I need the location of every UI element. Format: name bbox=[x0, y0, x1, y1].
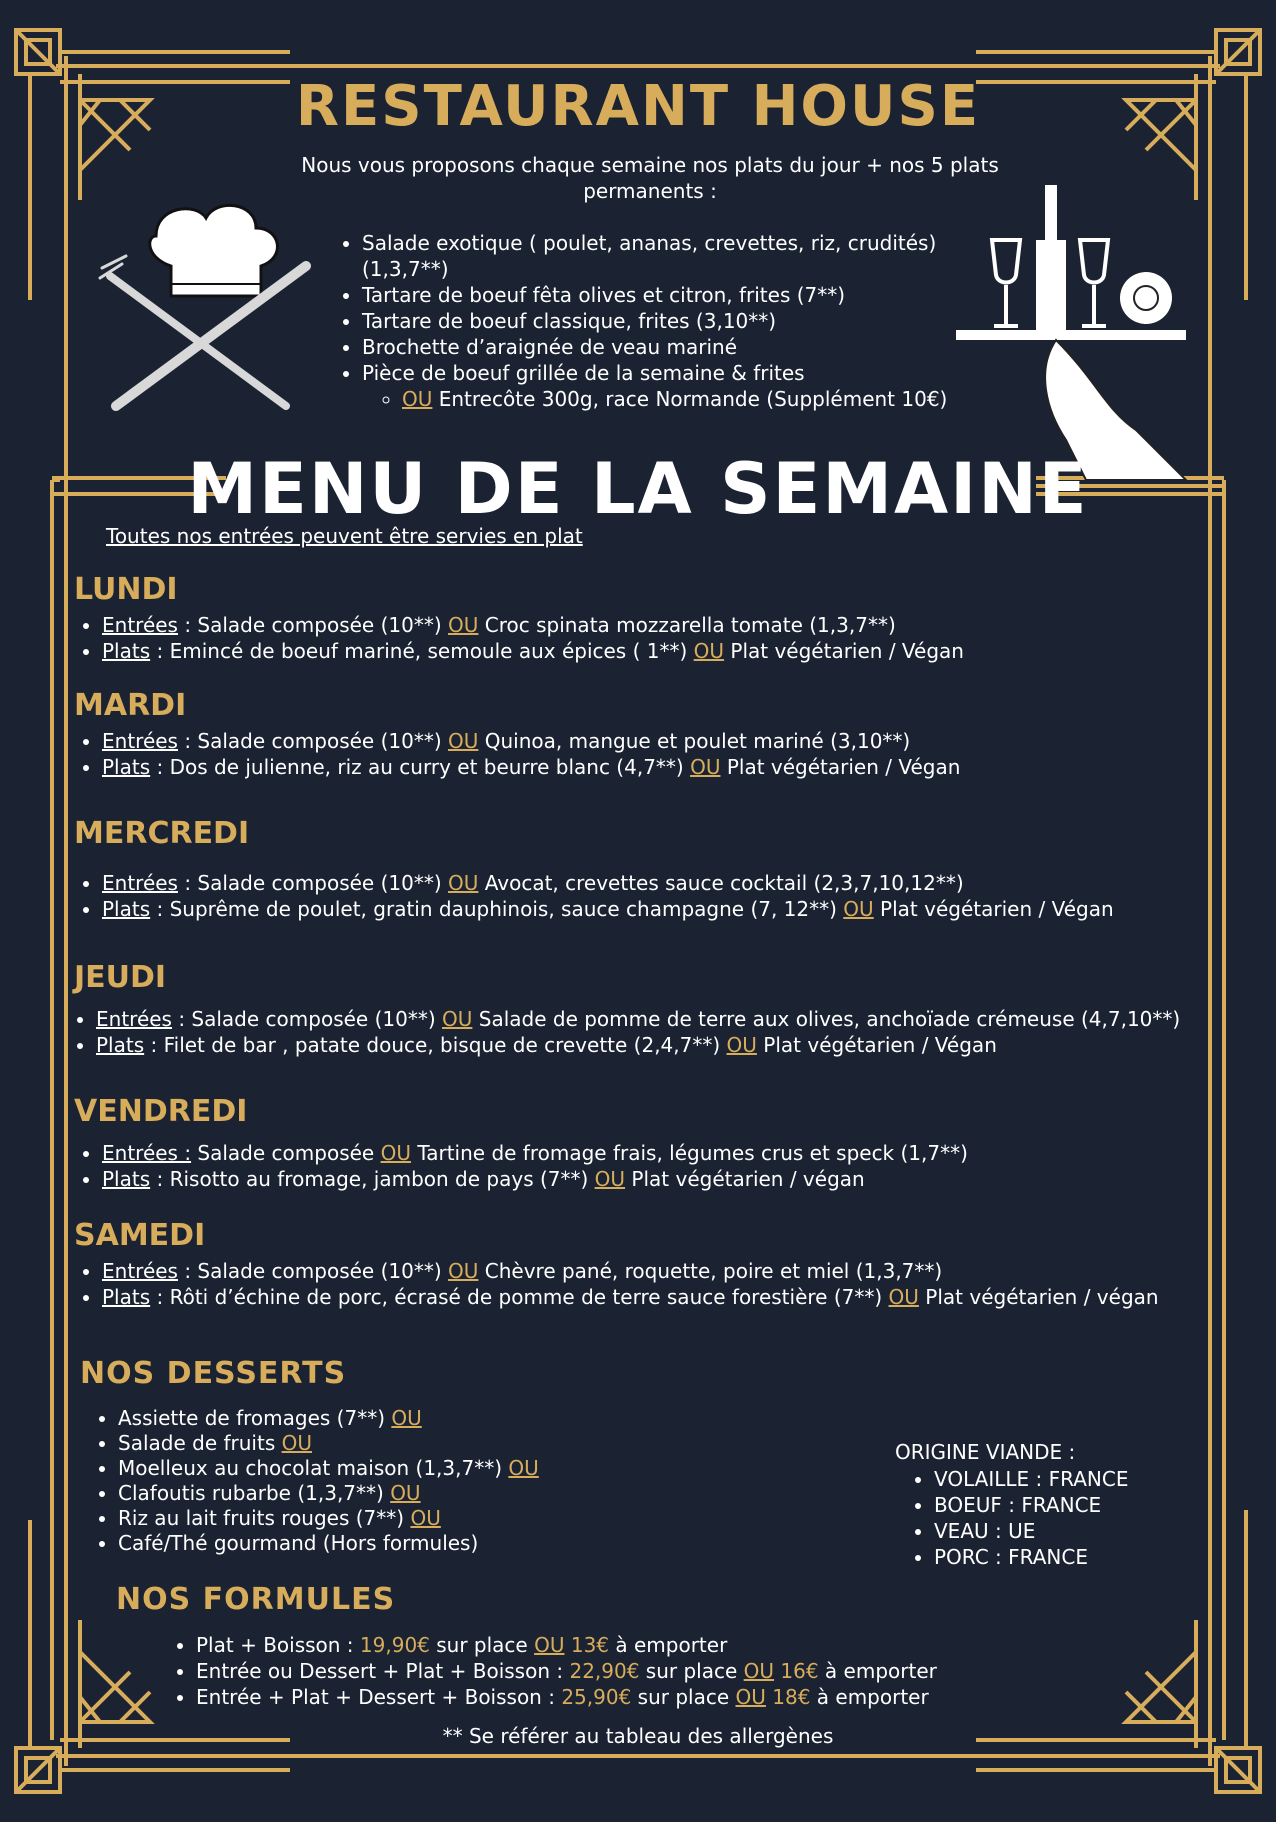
plats-label: Plats bbox=[102, 755, 151, 779]
list-item bbox=[118, 1506, 539, 1531]
separator: : bbox=[144, 1033, 164, 1057]
list-item bbox=[118, 1431, 539, 1456]
plats-label: Plats bbox=[102, 897, 151, 921]
entrees-label: Entrées : bbox=[102, 1141, 192, 1165]
list-item bbox=[102, 754, 1232, 780]
day-title-mercredi: MERCREDI bbox=[74, 816, 250, 851]
formula-text: à emporter bbox=[609, 1633, 728, 1657]
formula-text: à emporter bbox=[810, 1685, 929, 1709]
or-marker: OU bbox=[391, 1406, 422, 1430]
day-title-samedi: SAMEDI bbox=[74, 1218, 206, 1253]
or-marker: OU bbox=[402, 387, 433, 411]
dish-text: Plat végétarien / Végan bbox=[873, 897, 1114, 921]
list-item bbox=[102, 896, 1232, 922]
permanent-dishes-list bbox=[340, 230, 1002, 412]
separator: : bbox=[150, 1167, 170, 1191]
menu-title: MENU DE LA SEMAINE bbox=[187, 448, 1089, 530]
formula-label: Entrée + Plat + Dessert + Boisson : bbox=[196, 1685, 562, 1709]
or-marker: OU bbox=[693, 639, 725, 663]
entrees-label: Entrées bbox=[102, 1259, 178, 1283]
rose-icon bbox=[1120, 272, 1172, 324]
plats-label: Plats bbox=[102, 1167, 151, 1191]
dish-text: Rôti d’échine de porc, écrasé de pomme de terre sauce forestière (7**) bbox=[169, 1285, 889, 1309]
dessert-text: Clafoutis rubarbe (1,3,7**) bbox=[118, 1481, 391, 1505]
dessert-text: Moelleux au chocolat maison (1,3,7**) bbox=[118, 1456, 509, 1480]
separator: : bbox=[150, 897, 170, 921]
or-marker: OU bbox=[888, 1285, 919, 1309]
plats-label: Plats bbox=[96, 1033, 145, 1057]
or-marker: OU bbox=[690, 755, 721, 779]
dessert-text: Salade de fruits bbox=[118, 1431, 282, 1455]
price: 16€ bbox=[774, 1659, 819, 1683]
list-item bbox=[96, 1006, 1226, 1032]
plats-label: Plats bbox=[102, 639, 151, 663]
origin-list bbox=[912, 1466, 1128, 1570]
or-marker: OU bbox=[448, 729, 479, 753]
entrees-label: Entrées bbox=[102, 613, 178, 637]
list-item bbox=[102, 1258, 1232, 1284]
formula-text: sur place bbox=[639, 1659, 744, 1683]
sub-option-item bbox=[402, 386, 1002, 412]
desserts-list bbox=[96, 1406, 539, 1556]
list-item: • BOEUF : FRANCE bbox=[934, 1492, 1128, 1518]
list-item: • PORC : FRANCE bbox=[934, 1544, 1128, 1570]
day-title-mardi: MARDI bbox=[74, 688, 187, 723]
desserts-title: NOS DESSERTS bbox=[80, 1356, 347, 1391]
price: 22,90€ bbox=[569, 1659, 640, 1683]
list-item: • Brochette d’araignée de veau mariné bbox=[362, 334, 1002, 360]
or-marker: OU bbox=[843, 897, 874, 921]
dish-text: Salade composée bbox=[197, 1141, 381, 1165]
list-item bbox=[118, 1531, 539, 1556]
formula-text: sur place bbox=[429, 1633, 535, 1657]
formula-label: Plat + Boisson : bbox=[196, 1633, 360, 1657]
price: 18€ bbox=[765, 1685, 811, 1709]
or-marker: OU bbox=[534, 1633, 565, 1657]
dish-text: Plat végétarien / Végan bbox=[756, 1033, 997, 1057]
allergen-footnote: ** Se référer au tableau des allergènes bbox=[442, 1724, 834, 1748]
entrees-label: Entrées bbox=[102, 871, 178, 895]
list-item bbox=[196, 1658, 937, 1684]
or-marker: OU bbox=[390, 1481, 421, 1505]
dish-text: Quinoa, mangue et poulet mariné (3,10**) bbox=[478, 729, 911, 753]
dish-text: Chèvre pané, roquette, poire et miel (1,3,7**) bbox=[478, 1259, 943, 1283]
or-marker: OU bbox=[410, 1506, 441, 1530]
day-items-vendredi bbox=[80, 1140, 1232, 1192]
separator: : bbox=[150, 755, 170, 779]
separator: : bbox=[177, 871, 198, 895]
separator: : bbox=[177, 1259, 198, 1283]
dish-text: Salade composée (10**) bbox=[197, 1259, 448, 1283]
chef-cutlery-illustration bbox=[96, 196, 326, 426]
list-item bbox=[102, 728, 1232, 754]
or-marker: OU bbox=[735, 1685, 766, 1709]
price: 19,90€ bbox=[359, 1633, 430, 1657]
formulas-list bbox=[174, 1632, 937, 1710]
list-item bbox=[102, 870, 1232, 896]
dish-text: Salade composée (10**) bbox=[197, 613, 448, 637]
separator: : bbox=[150, 1285, 170, 1309]
dish-text: Avocat, crevettes sauce cocktail (2,3,7,10,12**) bbox=[478, 871, 964, 895]
or-marker: OU bbox=[743, 1659, 775, 1683]
separator: : bbox=[150, 639, 170, 663]
dish-text: Tartine de fromage frais, légumes crus et speck (1,7**) bbox=[410, 1141, 968, 1165]
day-items-jeudi bbox=[74, 1006, 1226, 1058]
plats-label: Plats bbox=[102, 1285, 151, 1309]
dish-text: Plat végétarien / Végan bbox=[720, 755, 961, 779]
list-item bbox=[102, 612, 1232, 638]
dish-text: Salade composée (10**) bbox=[197, 729, 448, 753]
dish-text: Filet de bar , patate douce, bisque de crevette (2,4,7**) bbox=[163, 1033, 727, 1057]
dish-text: Salade de pomme de terre aux olives, anchoïade crémeuse (4,7,10**) bbox=[472, 1007, 1181, 1031]
list-item: • Salade exotique ( poulet, ananas, crevettes, riz, crudités) (1,3,7**) bbox=[362, 230, 1002, 282]
sub-option-list bbox=[362, 386, 1002, 412]
intro-text: Nous vous proposons chaque semaine nos plats du jour + nos 5 plats permanents : bbox=[301, 153, 999, 203]
day-items-samedi bbox=[80, 1258, 1232, 1310]
day-items-mardi bbox=[80, 728, 1232, 780]
dish-text: Croc spinata mozzarella tomate (1,3,7**) bbox=[478, 613, 896, 637]
chef-hat-icon bbox=[150, 205, 278, 296]
dessert-text: Café/Thé gourmand (Hors formules) bbox=[118, 1531, 479, 1555]
list-item bbox=[362, 360, 1002, 412]
list-item bbox=[118, 1456, 539, 1481]
or-marker: OU bbox=[508, 1456, 539, 1480]
restaurant-title: RESTAURANT HOUSE bbox=[295, 74, 981, 139]
list-item bbox=[102, 638, 1232, 664]
or-marker: OU bbox=[380, 1141, 411, 1165]
list-item: • Tartare de boeuf classique, frites (3,10**) bbox=[362, 308, 1002, 334]
wine-bottle-icon bbox=[1036, 185, 1066, 330]
formulas-title: NOS FORMULES bbox=[116, 1582, 396, 1617]
dish-text: Emincé de boeuf mariné, semoule aux épices ( 1**) bbox=[169, 639, 694, 663]
dish-text: Dos de julienne, riz au curry et beurre blanc (4,7**) bbox=[169, 755, 691, 779]
separator: : bbox=[177, 729, 198, 753]
formula-text: sur place bbox=[631, 1685, 736, 1709]
day-title-vendredi: VENDREDI bbox=[74, 1094, 248, 1129]
entrees-label: Entrées bbox=[102, 729, 178, 753]
day-items-lundi bbox=[80, 612, 1232, 664]
dish-text: Plat végétarien / végan bbox=[625, 1167, 865, 1191]
price: 13€ bbox=[564, 1633, 610, 1657]
price: 25,90€ bbox=[561, 1685, 632, 1709]
list-item: • VEAU : UE bbox=[934, 1518, 1128, 1544]
formula-text: à emporter bbox=[818, 1659, 937, 1683]
list-item bbox=[196, 1684, 937, 1710]
dish-text: Plat végétarien / végan bbox=[918, 1285, 1159, 1309]
list-item: • Tartare de boeuf fêta olives et citron, frites (7**) bbox=[362, 282, 1002, 308]
origin-title: ORIGINE VIANDE : bbox=[895, 1440, 1076, 1464]
formula-label: Entrée ou Dessert + Plat + Boisson : bbox=[196, 1659, 570, 1683]
day-items-mercredi bbox=[80, 870, 1232, 922]
dish-text: Salade composée (10**) bbox=[191, 1007, 442, 1031]
list-item bbox=[196, 1632, 937, 1658]
or-marker: OU bbox=[726, 1033, 757, 1057]
or-marker: OU bbox=[442, 1007, 473, 1031]
list-item bbox=[118, 1406, 539, 1431]
list-item-text: Pièce de boeuf grillée de la semaine & frites bbox=[362, 361, 805, 385]
separator: : bbox=[171, 1007, 192, 1031]
list-item bbox=[102, 1284, 1232, 1310]
day-title-lundi: LUNDI bbox=[74, 572, 178, 607]
list-item bbox=[102, 1166, 1232, 1192]
dish-text: Risotto au fromage, jambon de pays (7**) bbox=[169, 1167, 595, 1191]
list-item bbox=[96, 1032, 1226, 1058]
or-marker: OU bbox=[448, 871, 479, 895]
list-item bbox=[118, 1481, 539, 1506]
or-marker: OU bbox=[281, 1431, 312, 1455]
day-title-jeudi: JEUDI bbox=[74, 960, 167, 995]
dessert-text: Assiette de fromages (7**) bbox=[118, 1406, 392, 1430]
separator: : bbox=[177, 613, 198, 637]
dish-text: Plat végétarien / Végan bbox=[724, 639, 964, 663]
list-item: • VOLAILLE : FRANCE bbox=[934, 1466, 1128, 1492]
dish-text: Suprême de poulet, gratin dauphinois, sauce champagne (7, 12**) bbox=[169, 897, 844, 921]
dessert-text: Riz au lait fruits rouges (7**) bbox=[118, 1506, 411, 1530]
list-item bbox=[102, 1140, 1232, 1166]
dish-text: Salade composée (10**) bbox=[197, 871, 448, 895]
or-marker: OU bbox=[594, 1167, 626, 1191]
entrees-note: Toutes nos entrées peuvent être servies en plat bbox=[106, 524, 583, 548]
or-marker: OU bbox=[448, 1259, 479, 1283]
or-marker: OU bbox=[448, 613, 479, 637]
entrees-label: Entrées bbox=[96, 1007, 172, 1031]
sub-option-text: Entrecôte 300g, race Normande (Supplément 10€) bbox=[432, 387, 948, 411]
